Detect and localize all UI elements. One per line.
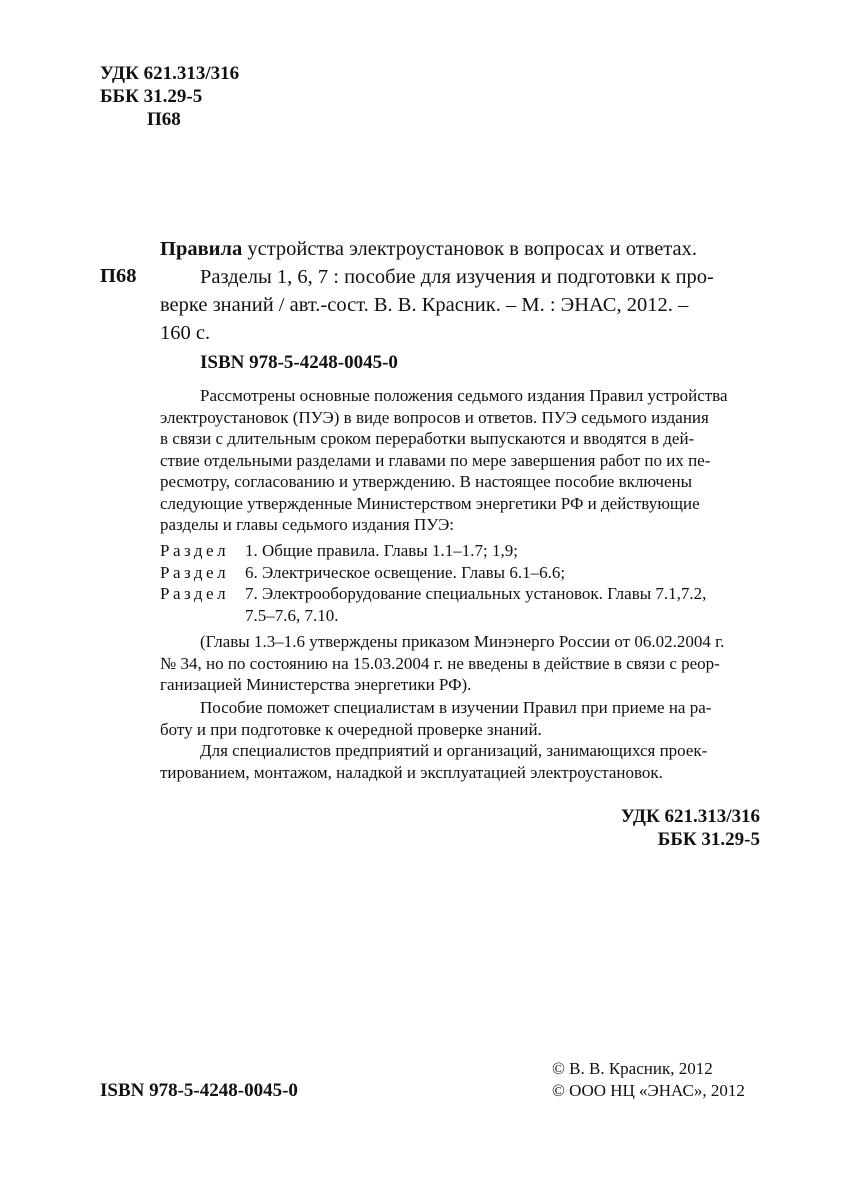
bbk-code-top: ББК 31.29-5 <box>100 86 203 107</box>
title-line-4: 160 с. <box>160 322 211 344</box>
note-line: (Главы 1.3–1.6 утверждены приказом Минэнерго России от 06.02.2004 г. <box>200 632 725 651</box>
cutter-code-top: П68 <box>147 109 181 130</box>
section-row-2 <box>160 562 760 584</box>
section-text-line-2: 7.5–7.6, 7.10. <box>245 605 339 625</box>
intro-line: электроустановок (ПУЭ) в виде вопросов и ответов. ПУЭ седьмого издания <box>160 407 709 427</box>
annotation-intro <box>160 385 760 536</box>
udk-code-top: УДК 621.313/316 <box>100 63 240 84</box>
title-line-2: Разделы 1, 6, 7 : пособие для изучения и подготовки к про- <box>200 266 714 288</box>
section-row-1 <box>160 540 760 562</box>
copyright-author: © В. В. Красник, 2012 <box>552 1059 713 1078</box>
bibliographic-entry <box>160 235 760 347</box>
isbn-footer: ISBN 978-5-4248-0045-0 <box>100 1080 298 1101</box>
udk-code-bottom: УДК 621.313/316 <box>620 806 760 827</box>
section-text-line-1: 7. Электрооборудование специальных установок. Главы 7.1,7.2, <box>245 584 707 603</box>
sections-list <box>160 540 760 626</box>
section-label: Раздел <box>160 584 230 603</box>
title-bold-word: Правила <box>160 238 243 260</box>
audience-line: тированием, монтажом, наладкой и эксплуатацией электроустановок. <box>160 762 663 782</box>
title-line-1 <box>160 235 760 263</box>
note-line: ганизацией Министерства энергетики РФ). <box>160 675 472 694</box>
annotation-purpose <box>160 697 760 740</box>
intro-line: Рассмотрены основные положения седьмого издания Правил устройства <box>200 386 728 405</box>
isbn-entry: ISBN 978-5-4248-0045-0 <box>200 352 398 373</box>
annotation-audience <box>160 740 760 783</box>
section-text: 1. Общие правила. Главы 1.1–1.7; 1,9; <box>245 541 518 560</box>
section-text: 6. Электрическое освещение. Главы 6.1–6.6; <box>245 562 566 582</box>
intro-line: ресмотру, согласованию и утверждению. В настоящее пособие включены <box>160 472 693 491</box>
section-label: Раздел <box>160 541 230 560</box>
title-line-3: верке знаний / авт.-сост. В. В. Красник. – М. : ЭНАС, 2012. – <box>160 294 689 316</box>
section-label: Раздел <box>160 562 230 582</box>
intro-line: ствие отдельными разделами и главами по мере завершения работ по их пе- <box>160 450 711 470</box>
section-text <box>245 583 760 626</box>
title-line-1-text: устройства электроустановок в вопросах и ответах. <box>247 238 697 260</box>
note-line: № 34, но по состоянию на 15.03.2004 г. не введены в действие в связи с реор- <box>160 653 720 673</box>
audience-line: Для специалистов предприятий и организаций, занимающихся проек- <box>200 741 708 760</box>
copyright-publisher: © ООО НЦ «ЭНАС», 2012 <box>552 1081 745 1100</box>
purpose-line: боту и при подготовке к очередной проверке знаний. <box>160 719 542 739</box>
intro-line: в связи с длительным сроком переработки выпускаются и вводятся в дей- <box>160 429 695 448</box>
intro-line: следующие утвержденные Министерством энергетики РФ и действующие <box>160 493 700 513</box>
cutter-code-margin: П68 <box>100 265 137 287</box>
intro-line: разделы и главы седьмого издания ПУЭ: <box>160 515 455 534</box>
purpose-line: Пособие поможет специалистам в изучении Правил при приеме на ра- <box>200 698 712 717</box>
section-row-3 <box>160 583 760 626</box>
bbk-code-bottom: ББК 31.29-5 <box>657 829 760 850</box>
annotation-note <box>160 631 760 696</box>
